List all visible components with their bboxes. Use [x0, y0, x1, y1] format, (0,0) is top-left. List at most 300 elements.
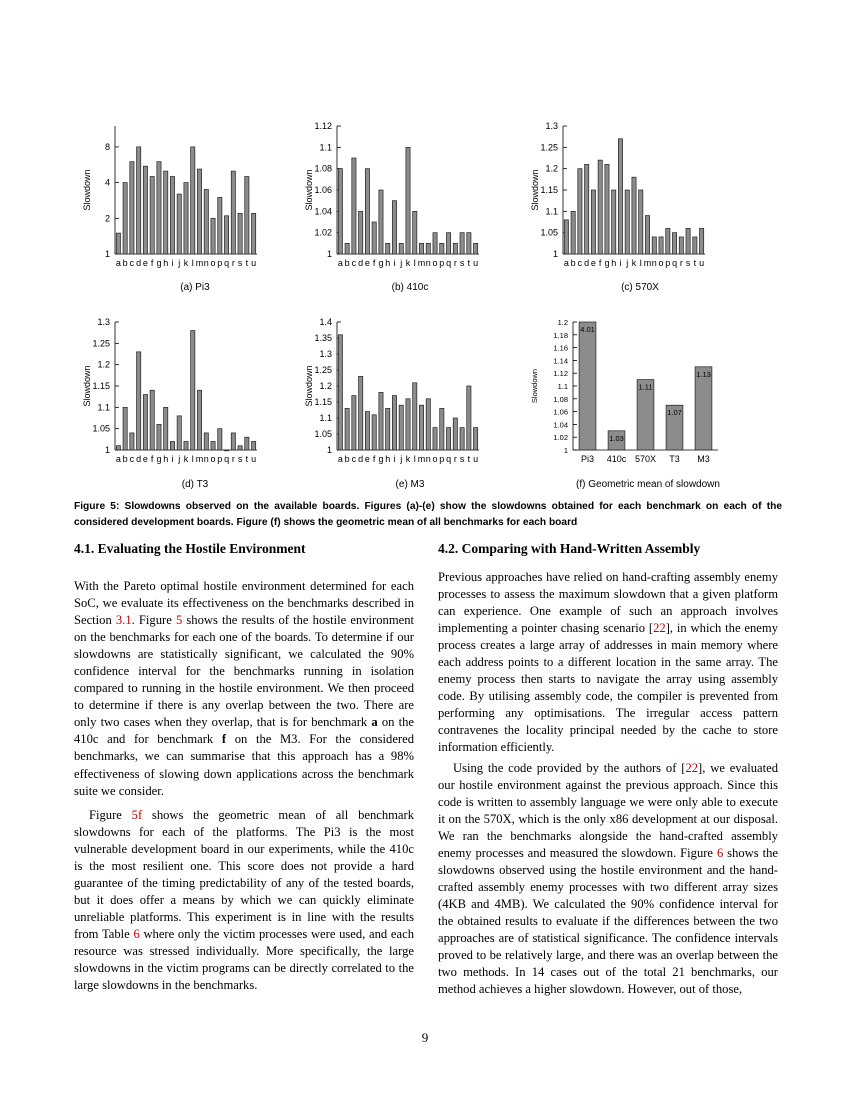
- y-tick-label: 1: [563, 446, 568, 455]
- bar-j: [177, 194, 181, 254]
- y-tick-label: 1.15: [92, 381, 110, 391]
- x-tick-label: p: [439, 454, 445, 464]
- y-axis-label: Slowdown: [82, 365, 92, 407]
- y-tick-label: 1.25: [92, 338, 110, 349]
- bar-p: [666, 228, 670, 254]
- x-tick-label: j: [178, 258, 181, 268]
- y-axis-label: Slowdown: [82, 169, 92, 211]
- x-tick-label: i: [393, 454, 396, 464]
- y-tick-label: 2: [104, 213, 110, 224]
- y-tick-label: 1.05: [314, 429, 332, 439]
- x-tick-label: k: [183, 454, 189, 464]
- x-tick-label: h: [163, 454, 169, 464]
- bar-c: [130, 433, 134, 450]
- bar-t: [467, 386, 471, 450]
- figure-caption: Figure 5: Slowdowns observed on the available boards. Figures (a)-(e) show the slowdowns obtained for each benchmark on each of the considered development boards. Figure (f) shows the geometric mean of all benchmarks for each board: [74, 501, 782, 528]
- x-tick-label: s: [685, 258, 691, 268]
- bar-q: [446, 233, 450, 254]
- x-tick-label: o: [658, 258, 664, 268]
- y-tick-label: 1.2: [97, 359, 110, 370]
- x-tick-label: g: [378, 454, 384, 464]
- x-tick-label: p: [439, 258, 445, 268]
- bar-M3: [695, 367, 712, 450]
- paragraph: Figure 5f shows the geometric mean of all benchmark slowdowns for each of the platforms. The Pi3 is the most vulnerable development board in our experiments, while the 410c is the most resilient one. This score does not provide a hard guarantee of the timing predictability of any of the tested boards, but it does offer a means by which we can quickly eliminate unreliable platforms. This experiment is in line with the results from Table 6 where only the victim processes were used, and each resource was stressed individually. More specifically, the large slowdowns in the victim programs can be directly correlated to the large slowdowns in the benchmarks.: [74, 807, 415, 993]
- x-tick-label: c: [129, 258, 135, 268]
- x-tick-label: p: [217, 258, 223, 268]
- x-tick-label: a: [115, 454, 121, 464]
- x-tick-label: t: [245, 454, 249, 464]
- x-tick-label: m: [195, 454, 204, 464]
- bar-e: [365, 412, 369, 450]
- bar-p: [218, 197, 222, 254]
- x-tick-label: l: [191, 454, 194, 464]
- y-tick-label: 8: [104, 141, 110, 152]
- bar-q: [672, 233, 676, 254]
- data-label: 4.01: [580, 325, 595, 334]
- x-tick-label: o: [210, 454, 216, 464]
- bar-h: [386, 243, 390, 254]
- page-number: 9: [421, 1030, 429, 1045]
- bar-n: [652, 237, 656, 254]
- paragraph: With the Pareto optimal hostile environment determined for each SoC, we evaluate its effectiveness on the benchmarks described in Section 3.1. Figure 5 shows the results of the hostile environment on the benchmarks for each one of the boards. To determine if our slowdowns are statistically significant, we calculated the 90% confidence interval for the benchmarks running in isolation compared to running in the hostile environment. We then proceed to determine if there is any overlap between the two. There are only two cases when they overlap, that is for benchmark a on the 410c and for benchmark f on the M3. For the considered benchmarks, we can summarise that this approach has a 98% effectiveness of slowing down applications across the benchmark suite we consider.: [74, 579, 415, 798]
- x-tick-label: b: [122, 454, 128, 464]
- x-tick-label: n: [651, 258, 657, 268]
- x-tick-label: a: [337, 454, 343, 464]
- bar-t: [693, 237, 697, 254]
- bar-j: [399, 405, 403, 450]
- bar-p: [440, 408, 444, 450]
- x-tick-label: h: [611, 258, 617, 268]
- chart-570x: [528, 118, 743, 273]
- y-tick-label: 1.12: [553, 369, 568, 379]
- x-tick-label: k: [405, 454, 411, 464]
- bar-l: [413, 211, 417, 254]
- x-tick-label: 410c: [606, 454, 627, 464]
- x-tick-label: l: [639, 258, 642, 268]
- bar-Pi3: [579, 322, 596, 450]
- x-tick-label: d: [136, 258, 142, 268]
- x-tick-label: s: [237, 258, 243, 268]
- x-tick-label: b: [344, 454, 350, 464]
- x-tick-label: p: [665, 258, 671, 268]
- bar-j: [399, 243, 403, 254]
- bar-r: [679, 237, 683, 254]
- bar-f: [372, 415, 376, 450]
- y-tick-label: 1.08: [553, 394, 568, 404]
- x-tick-label: a: [115, 258, 121, 268]
- x-tick-label: u: [473, 258, 479, 268]
- x-tick-label: e: [590, 258, 596, 268]
- bar-k: [406, 399, 410, 450]
- x-tick-label: a: [337, 258, 343, 268]
- x-tick-label: d: [136, 454, 142, 464]
- bar-m: [197, 390, 201, 450]
- x-tick-label: j: [400, 454, 403, 464]
- x-tick-label: q: [224, 454, 230, 464]
- bar-l: [639, 190, 643, 254]
- x-tick-label: i: [171, 454, 174, 464]
- bar-l: [191, 147, 195, 254]
- bar-r: [453, 243, 457, 254]
- bar-o: [211, 218, 215, 254]
- bar-s: [238, 446, 242, 450]
- x-tick-label: m: [195, 258, 204, 268]
- table-ref-link[interactable]: 6: [133, 926, 140, 941]
- x-tick-label: i: [619, 258, 622, 268]
- x-tick-label: o: [432, 454, 438, 464]
- y-tick-label: 1.08: [314, 163, 332, 174]
- bar-i: [392, 396, 396, 450]
- y-tick-label: 1.15: [314, 397, 332, 407]
- bar-l: [191, 331, 195, 450]
- bar-q: [224, 450, 228, 451]
- x-tick-label: o: [210, 258, 216, 268]
- y-tick-label: 1.1: [545, 206, 558, 217]
- x-tick-label: m: [417, 454, 426, 464]
- bar-n: [204, 189, 208, 254]
- x-tick-label: r: [231, 258, 235, 268]
- paragraph: Previous approaches have relied on hand-crafting assembly enemy processes to assess the maximum slowdown that a given platform can experience. One example of such an approach involves implementing a pointer chasing scenario [22], in which the enemy process creates a large array of addresses in main memory where each address points to a different location in the same array. The enemy process then starts to navigate the array using assembly code. By utilising assembly code, the compiler is prevented from performing any optimisations. The irregular access pattern contravenes the locality principal needed by the cache to store information efficiently.: [438, 570, 778, 755]
- bar-d: [359, 376, 363, 450]
- x-tick-label: t: [467, 454, 471, 464]
- y-tick-label: 1.2: [557, 318, 568, 327]
- bar-c: [352, 158, 356, 254]
- figure-ref-link[interactable]: 5f: [131, 807, 143, 822]
- x-tick-label: p: [217, 454, 223, 464]
- bar-b: [123, 407, 127, 450]
- y-tick-label: 1.02: [553, 433, 568, 443]
- x-tick-label: u: [251, 454, 257, 464]
- bar-e: [365, 169, 369, 254]
- x-tick-label: j: [400, 258, 403, 268]
- bar-q: [446, 428, 450, 450]
- bar-r: [231, 171, 235, 254]
- bar-k: [406, 147, 410, 254]
- x-tick-label: T3: [669, 454, 680, 464]
- x-tick-label: c: [351, 258, 357, 268]
- x-tick-label: h: [163, 258, 169, 268]
- x-tick-label: s: [459, 454, 465, 464]
- bar-c: [130, 162, 134, 254]
- y-tick-label: 4: [104, 177, 110, 188]
- bar-u: [474, 243, 478, 254]
- chart-t3: [80, 314, 295, 469]
- x-tick-label: t: [467, 258, 471, 268]
- bar-e: [143, 166, 147, 254]
- figure-ref-link[interactable]: 6: [716, 845, 724, 860]
- bar-s: [460, 428, 464, 450]
- y-tick-label: 1: [326, 445, 332, 455]
- bar-b: [345, 408, 349, 450]
- bar-i: [618, 139, 622, 254]
- bar-b: [571, 211, 575, 254]
- y-axis-label: Slowdown: [304, 169, 314, 211]
- bar-u: [474, 428, 478, 450]
- bar-m: [645, 216, 649, 254]
- bar-f: [372, 222, 376, 254]
- x-tick-label: k: [183, 258, 189, 268]
- bar-t: [467, 233, 471, 254]
- bar-b: [123, 183, 127, 254]
- data-label: 1.13: [696, 369, 711, 379]
- bar-o: [211, 441, 215, 450]
- bar-s: [686, 228, 690, 254]
- bar-n: [426, 399, 430, 450]
- x-tick-label: e: [364, 258, 370, 268]
- x-tick-label: f: [598, 258, 602, 268]
- chart-geomean: [525, 314, 740, 469]
- bar-a: [564, 220, 568, 254]
- bar-k: [184, 183, 188, 254]
- x-tick-label: g: [156, 258, 162, 268]
- y-tick-label: 1.3: [545, 121, 558, 131]
- bar-f: [150, 177, 154, 254]
- bar-h: [386, 408, 390, 450]
- bar-o: [433, 233, 437, 254]
- bar-k: [632, 177, 636, 254]
- x-tick-label: b: [122, 258, 128, 268]
- y-axis-label: Slowdown: [530, 169, 540, 211]
- bar-u: [252, 213, 256, 254]
- y-tick-label: 1.25: [540, 142, 558, 153]
- bar-h: [612, 190, 616, 254]
- y-tick-label: 1.3: [97, 317, 110, 327]
- x-tick-label: 570X: [634, 454, 657, 464]
- paragraph: Using the code provided by the authors of [22], we evaluated our hostile environment against the previous approach. Since this code is written to assembly language we were only able to execute it on the 570X, which is the only x86 development at our disposal. We ran the benchmarks alongside the hand-crafted assembly enemy processes and measured the slowdown. Figure 6 shows the slowdowns observed using the hostile environment and the hand-crafted assembly enemy processes with two different array sizes (4KB and 4MB). We calculated the 90% confidence interval for the obtained results to evaluate if the differences between the two approaches are of statistical significance. The confidence intervals proved to be relatively large, and there was an overlap between the two methods. In 14 cases out of the total 21 benchmarks, our method achieves a higher slowdown. However, out of those,: [438, 760, 778, 997]
- x-tick-label: j: [178, 454, 181, 464]
- y-tick-label: 1.1: [319, 413, 332, 423]
- y-tick-label: 1.06: [553, 407, 568, 417]
- x-tick-label: r: [453, 454, 457, 464]
- chart-410c: [302, 118, 517, 273]
- x-tick-label: f: [150, 258, 154, 268]
- y-tick-label: 1.25: [314, 365, 332, 375]
- y-tick-label: 1.18: [553, 330, 568, 340]
- y-tick-label: 1.04: [314, 206, 332, 217]
- x-tick-label: a: [563, 258, 569, 268]
- bar-n: [426, 243, 430, 254]
- x-tick-label: j: [626, 258, 629, 268]
- bar-o: [659, 237, 663, 254]
- x-tick-label: g: [604, 258, 610, 268]
- x-tick-label: n: [203, 454, 209, 464]
- x-tick-label: n: [203, 258, 209, 268]
- x-tick-label: d: [584, 258, 590, 268]
- x-tick-label: d: [358, 454, 364, 464]
- bar-p: [218, 429, 222, 450]
- data-label: 1.11: [638, 382, 653, 392]
- right-column: [438, 569, 778, 1005]
- bar-j: [625, 190, 629, 254]
- bar-i: [170, 441, 174, 450]
- x-tick-label: q: [672, 258, 678, 268]
- chart-pi3: [80, 118, 295, 273]
- bar-b: [345, 243, 349, 254]
- y-axis-label: Slowdown: [530, 368, 539, 404]
- x-tick-label: e: [142, 258, 148, 268]
- citation-link[interactable]: 22: [653, 621, 666, 636]
- x-tick-label: n: [425, 454, 431, 464]
- x-tick-label: f: [150, 454, 154, 464]
- data-label: 1.03: [609, 433, 624, 443]
- bar-d: [137, 352, 141, 450]
- x-tick-label: m: [643, 258, 652, 268]
- x-tick-label: b: [344, 258, 350, 268]
- bar-l: [413, 383, 417, 450]
- figure-ref-link[interactable]: 5: [175, 613, 183, 628]
- x-tick-label: q: [446, 454, 452, 464]
- y-tick-label: 1: [104, 249, 110, 259]
- x-tick-label: q: [224, 258, 230, 268]
- x-tick-label: i: [393, 258, 396, 268]
- x-tick-label: k: [631, 258, 637, 268]
- bar-g: [157, 162, 161, 254]
- bar-i: [170, 177, 174, 254]
- bar-a: [116, 446, 120, 450]
- x-tick-label: q: [446, 258, 452, 268]
- bar-d: [585, 164, 589, 254]
- subcaption-f: (f) Geometric mean of slowdown: [576, 479, 720, 490]
- bar-c: [352, 396, 356, 450]
- x-tick-label: Pi3: [580, 454, 595, 464]
- subcaption-a: (a) Pi3: [180, 282, 210, 293]
- y-tick-label: 1: [326, 249, 332, 259]
- x-tick-label: b: [570, 258, 576, 268]
- x-tick-label: s: [237, 454, 243, 464]
- bar-a: [338, 169, 342, 254]
- bar-t: [245, 437, 249, 450]
- x-tick-label: l: [413, 454, 416, 464]
- y-axis-label: Slowdown: [304, 365, 314, 407]
- y-tick-label: 1.14: [553, 356, 568, 366]
- citation-link[interactable]: 22: [685, 760, 699, 775]
- y-tick-label: 1.3: [319, 349, 332, 359]
- section-heading-4-1: 4.1. Evaluating the Hostile Environment: [74, 541, 306, 556]
- y-tick-label: 1.35: [314, 333, 332, 343]
- y-tick-label: 1.06: [314, 185, 332, 195]
- y-tick-label: 1.16: [553, 343, 568, 353]
- y-tick-label: 1.15: [540, 185, 558, 195]
- bar-a: [116, 233, 120, 254]
- section-heading-4-2: 4.2. Comparing with Hand-Written Assembly: [438, 541, 701, 556]
- x-tick-label: u: [473, 454, 479, 464]
- subcaption-c: (c) 570X: [621, 282, 659, 293]
- x-tick-label: r: [231, 454, 235, 464]
- bar-m: [419, 243, 423, 254]
- bar-k: [184, 441, 188, 450]
- bar-m: [197, 169, 201, 254]
- subcaption-e: (e) M3: [395, 479, 425, 490]
- y-tick-label: 1.1: [557, 382, 568, 391]
- x-tick-label: c: [351, 454, 357, 464]
- y-tick-label: 1.4: [319, 317, 332, 327]
- bar-o: [433, 428, 437, 450]
- x-tick-label: c: [577, 258, 583, 268]
- x-tick-label: M3: [697, 454, 710, 464]
- bar-u: [700, 228, 704, 254]
- bar-i: [392, 201, 396, 254]
- y-tick-label: 1.2: [545, 163, 558, 174]
- y-tick-label: 1.1: [97, 402, 110, 413]
- x-tick-label: e: [142, 454, 148, 464]
- section-ref-link[interactable]: 3.1: [115, 613, 132, 628]
- y-tick-label: 1.2: [319, 381, 332, 391]
- y-tick-label: 1: [552, 249, 558, 259]
- bar-r: [453, 418, 457, 450]
- y-tick-label: 1.04: [553, 420, 568, 430]
- bar-q: [224, 216, 228, 254]
- x-tick-label: r: [453, 258, 457, 268]
- x-tick-label: d: [358, 258, 364, 268]
- subcaption-b: (b) 410c: [391, 282, 429, 293]
- y-tick-label: 1.1: [319, 142, 332, 153]
- bar-d: [359, 211, 363, 254]
- y-tick-label: 1.05: [92, 423, 110, 434]
- bar-n: [204, 433, 208, 450]
- bar-g: [379, 190, 383, 254]
- bar-j: [177, 416, 181, 450]
- bar-e: [591, 190, 595, 254]
- y-tick-label: 1.02: [314, 227, 332, 238]
- x-tick-label: e: [364, 454, 370, 464]
- bar-s: [460, 233, 464, 254]
- x-tick-label: l: [413, 258, 416, 268]
- x-tick-label: h: [385, 454, 391, 464]
- x-tick-label: g: [378, 258, 384, 268]
- bar-f: [598, 160, 602, 254]
- bar-h: [164, 407, 168, 450]
- bar-t: [245, 177, 249, 254]
- y-tick-label: 1.05: [540, 227, 558, 238]
- bar-p: [440, 243, 444, 254]
- x-tick-label: c: [129, 454, 135, 464]
- x-tick-label: l: [191, 258, 194, 268]
- x-tick-label: n: [425, 258, 431, 268]
- data-label: 1.07: [667, 408, 682, 418]
- bar-g: [379, 392, 383, 450]
- x-tick-label: m: [417, 258, 426, 268]
- bar-m: [419, 405, 423, 450]
- bar-e: [143, 395, 147, 450]
- x-tick-label: t: [693, 258, 697, 268]
- bar-a: [338, 335, 342, 450]
- chart-m3: [302, 314, 517, 469]
- x-tick-label: g: [156, 454, 162, 464]
- x-tick-label: f: [372, 454, 376, 464]
- bar-c: [578, 169, 582, 254]
- y-tick-label: 1.12: [314, 121, 332, 131]
- bar-g: [605, 164, 609, 254]
- bar-s: [238, 213, 242, 254]
- x-tick-label: o: [432, 258, 438, 268]
- x-tick-label: i: [171, 258, 174, 268]
- x-tick-label: t: [245, 258, 249, 268]
- bar-r: [231, 433, 235, 450]
- y-tick-label: 1: [104, 445, 110, 455]
- x-tick-label: r: [679, 258, 683, 268]
- bar-f: [150, 390, 154, 450]
- bar-d: [137, 147, 141, 254]
- x-tick-label: h: [385, 258, 391, 268]
- bar-u: [252, 441, 256, 450]
- left-column: [74, 578, 414, 1001]
- x-tick-label: f: [372, 258, 376, 268]
- bar-g: [157, 424, 161, 450]
- x-tick-label: u: [699, 258, 705, 268]
- bar-h: [164, 171, 168, 254]
- x-tick-label: u: [251, 258, 257, 268]
- x-tick-label: k: [405, 258, 411, 268]
